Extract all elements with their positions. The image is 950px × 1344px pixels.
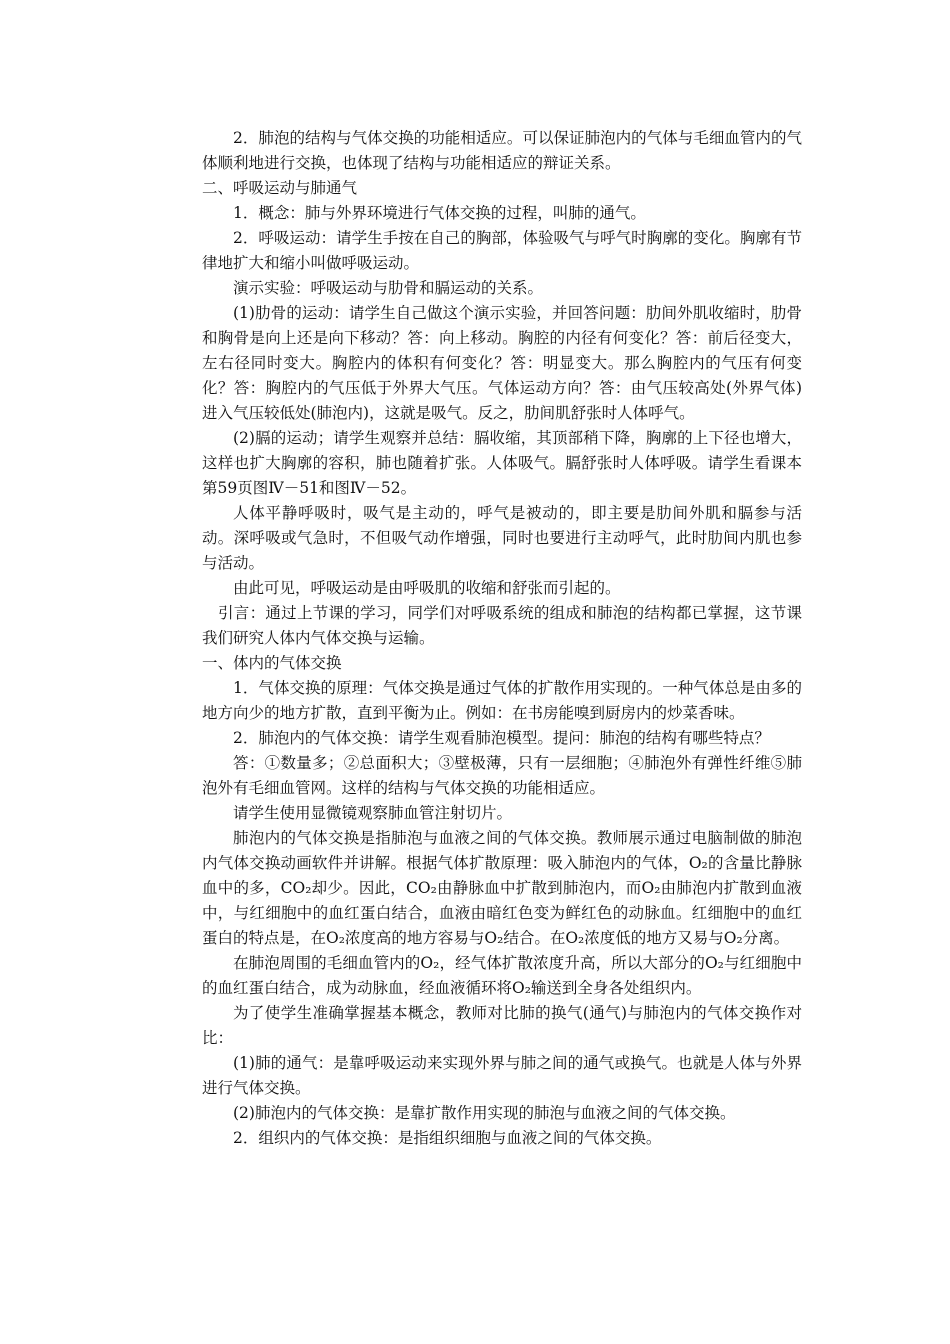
paragraph-diaphragm-movement: (2)膈的运动；请学生观察并总结：膈收缩，其顶部稍下降，胸廓的上下径也增大，这样也扩大胸廓的容积，肺也随着扩张。人体吸气。膈舒张时人体呼吸。请学生看课本第59页图Ⅳ－51和图Ⅳ－52。	[202, 429, 802, 497]
paragraph-concept: 1．概念：肺与外界环境进行气体交换的过程，叫肺的通气。	[233, 204, 646, 222]
paragraph-conclusion: 由此可见，呼吸运动是由呼吸肌的收缩和舒张而引起的。	[233, 579, 621, 597]
paragraph-alveolar-exchange-detail: 肺泡内的气体交换是指肺泡与血液之间的气体交换。教师展示通过电脑制做的肺泡内气体交换动画软件并讲解。根据气体扩散原理：吸入肺泡内的气体，O₂的含量比静脉血中的多，CO₂却少。因此，CO₂由静脉血中扩散到肺泡内，而O₂由肺泡内扩散到血液中，与红细胞中的血红蛋白结合，血液由暗红色变为鲜红色的动脉血。红细胞中的血红蛋白的特点是，在O₂浓度高的地方容易与O₂结合。在O₂浓度低的地方又易与O₂分离。	[202, 829, 802, 947]
body-text	[202, 126, 802, 1151]
paragraph-alveolar-exchange: 2．肺泡内的气体交换：请学生观看肺泡模型。提问：肺泡的结构有哪些特点？	[233, 729, 770, 747]
paragraph-answer-features: 答：①数量多；②总面积大；③壁极薄，只有一层细胞；④肺泡外有弹性纤维⑤肺泡外有毛细血管网。这样的结构与气体交换的功能相适应。	[202, 754, 802, 797]
paragraph-microscope: 请学生使用显微镜观察肺血管注射切片。	[233, 804, 513, 822]
paragraph-calm-breathing: 人体平静呼吸时，吸气是主动的，呼气是被动的，即主要是肋间外肌和膈参与活动。深呼吸或气急时，不但吸气动作增强，同时也要进行主动呼气，此时肋间内肌也参与活动。	[202, 504, 802, 572]
paragraph-rib-movement: (1)肋骨的运动：请学生自己做这个演示实验，并回答问题：肋间外肌收缩时，肋骨和胸骨是向上还是向下移动？答：向上移动。胸腔的内径有何变化？答：前后径变大，左右径同时变大。胸腔内的体积有何变化？答：明显变大。那么胸腔内的气压有何变化？答：胸腔内的气压低于外界大气压。气体运动方向？答：由气压较高处(外界气体)进入气压较低处(肺泡内)，这就是吸气。反之，肋间肌舒张时人体呼气。	[202, 304, 802, 422]
paragraph-alveoli-structure: 2．肺泡的结构与气体交换的功能相适应。可以保证肺泡内的气体与毛细血管内的气体顺利地进行交换，也体现了结构与功能相适应的辩证关系。	[202, 129, 802, 172]
heading-gas-exchange: 一、体内的气体交换	[202, 654, 342, 672]
heading-breathing-ventilation: 二、呼吸运动与肺通气	[202, 179, 358, 197]
paragraph-demo-experiment: 演示实验：呼吸运动与肋骨和膈运动的关系。	[233, 279, 544, 297]
paragraph-breathing-movement: 2．呼吸运动：请学生手按在自己的胸部，体验吸气与呼气时胸廓的变化。胸廓有节律地扩大和缩小叫做呼吸运动。	[202, 229, 802, 272]
paragraph-alveolar-diffusion: (2)肺泡内的气体交换：是靠扩散作用实现的肺泡与血液之间的气体交换。	[233, 1104, 736, 1122]
paragraph-exchange-principle: 1．气体交换的原理：气体交换是通过气体的扩散作用实现的。一种气体总是由多的地方向少的地方扩散，直到平衡为止。例如：在书房能嗅到厨房内的炒菜香味。	[202, 679, 802, 722]
paragraph-tissue-exchange: 2．组织内的气体交换：是指组织细胞与血液之间的气体交换。	[233, 1129, 662, 1147]
paragraph-capillary-oxygen: 在肺泡周围的毛细血管内的O₂，经气体扩散浓度升高，所以大部分的O₂与红细胞中的血红蛋白结合，成为动脉血，经血液循环将O₂输送到全身各处组织内。	[202, 954, 802, 997]
paragraph-introduction: 引言：通过上节课的学习，同学们对呼吸系统的组成和肺泡的结构都已掌握，这节课我们研究人体内气体交换与运输。	[202, 604, 802, 647]
paragraph-lung-ventilation: (1)肺的通气：是靠呼吸运动来实现外界与肺之间的通气或换气。也就是人体与外界进行气体交换。	[202, 1054, 802, 1097]
paragraph-comparison-intro: 为了使学生准确掌握基本概念，教师对比肺的换气(通气)与肺泡内的气体交换作对比：	[202, 1004, 802, 1047]
